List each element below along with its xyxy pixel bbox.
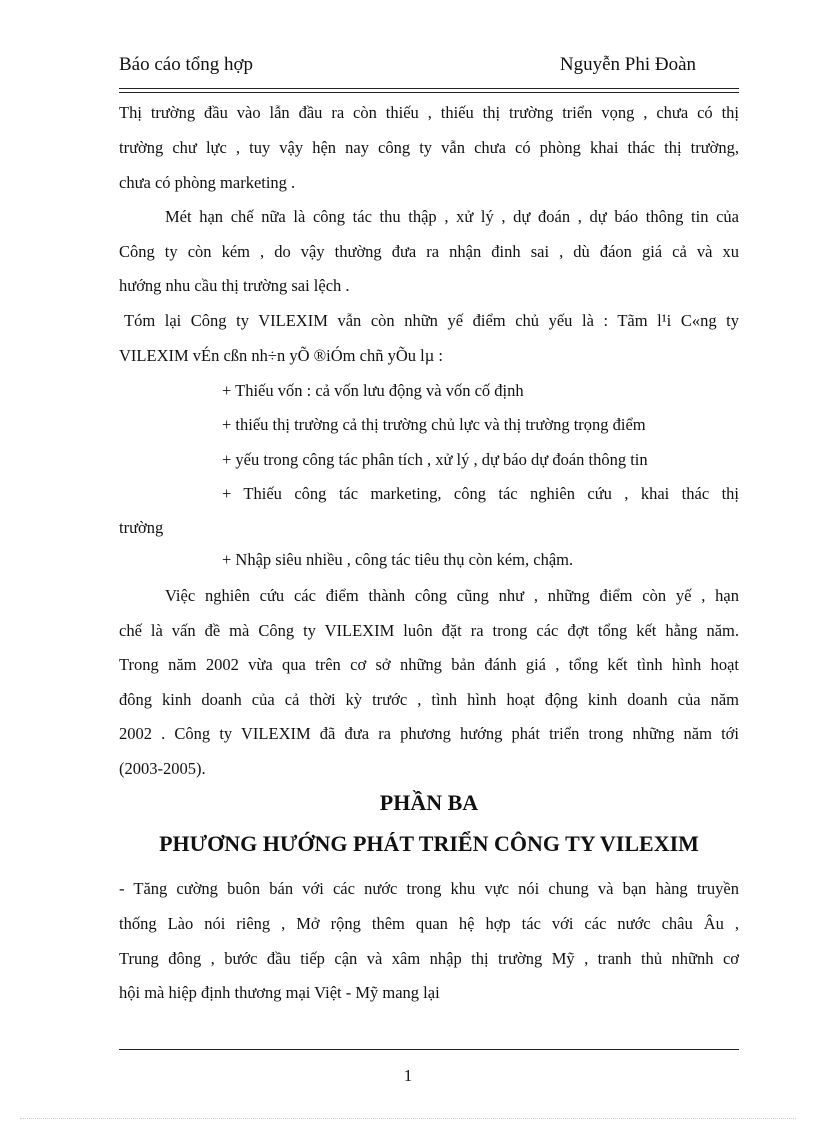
header-author: Nguyễn Phi Đoàn — [559, 54, 696, 75]
paragraph-line: Tóm lại Công ty VILEXIM vẫn còn nhữn yế điểm chủ yếu là : Tãm l¹i C«ng ty — [124, 311, 739, 330]
list-item: + Thiếu vốn : cả vốn lưu động và vốn cố định — [222, 381, 524, 400]
paragraph-line: đông kinh doanh của cả thời kỳ trước , tình hình hoạt động kinh doanh của năm — [119, 690, 739, 709]
paragraph-line: Mét hạn chế nữa là công tác thu thập , xử lý , dự đoán , dự báo thông tin của — [165, 207, 739, 226]
footer-rule — [119, 1049, 739, 1050]
paragraph-line: thống Lào nói riêng , Mở rộng thêm quan hệ hợp tác với các nước châu Âu , — [119, 914, 739, 933]
paragraph-line: trường chư lực , tuy vậy hện nay công ty vẫn chưa có phòng khai thác thị trường, — [119, 138, 739, 157]
header-title: Báo cáo tổng hợp — [119, 54, 254, 75]
section-part-heading: PHẦN BA — [379, 790, 479, 815]
section-title: PHƯƠNG HƯỚNG PHÁT TRIỂN CÔNG TY VILEXIM — [159, 831, 699, 856]
paragraph-line: Việc nghiên cứu các điểm thành công cũng như , những điểm còn yế , hạn — [165, 586, 739, 605]
page-edge-divider — [20, 1118, 796, 1119]
paragraph-line: Công ty còn kém , do vậy thường đưa ra nhận đinh sai , dù đáon giá cả và xu — [119, 242, 739, 261]
header-rule-double — [119, 92, 739, 93]
list-item: + thiếu thị trường cả thị trường chủ lực và thị trường trọng điểm — [222, 415, 646, 434]
list-item: + Thiếu công tác marketing, công tác nghiên cứu , khai thác thị — [222, 484, 739, 503]
paragraph-line: VILEXIM vÉn cßn nh÷n yÕ ®iÓm chñ yÕu lµ : — [119, 346, 443, 365]
paragraph-line: chưa có phòng marketing . — [119, 173, 296, 192]
paragraph-line: hội mà hiệp định thương mại Việt - Mỹ mang lại — [119, 983, 440, 1002]
page-number: 1 — [403, 1066, 413, 1085]
paragraph-line: - Tăng cường buôn bán với các nước trong khu vực nói chung và bạn hàng truyền — [119, 879, 739, 898]
paragraph-line: chế là vấn đề mà Công ty VILEXIM luôn đặt ra trong các đợt tổng kết hằng năm. — [119, 621, 739, 640]
paragraph-line: Trung đông , bước đầu tiếp cận và xâm nhập thị trường Mỹ , tranh thủ nhữnh cơ — [119, 949, 739, 968]
paragraph-line: Trong năm 2002 vừa qua trên cơ sở những bản đánh giá , tổng kết tình hình hoạt — [119, 655, 739, 674]
list-item-continuation: trường — [119, 518, 164, 537]
header-rule — [119, 88, 739, 89]
paragraph-line: Thị trường đầu vào lẫn đầu ra còn thiếu , thiếu thị trường triển vọng , chưa có thị — [119, 103, 739, 122]
paragraph-line: (2003-2005). — [119, 759, 206, 778]
list-item: + yếu trong công tác phân tích , xử lý , dự báo dự đoán thông tin — [222, 450, 648, 469]
paragraph-line: hướng nhu cầu thị trường sai lệch . — [119, 276, 350, 295]
list-item: + Nhập siêu nhiều , công tác tiêu thụ còn kém, chậm. — [222, 550, 574, 569]
paragraph-line: 2002 . Công ty VILEXIM đã đưa ra phương hướng phát triển trong những năm tới — [119, 724, 739, 743]
